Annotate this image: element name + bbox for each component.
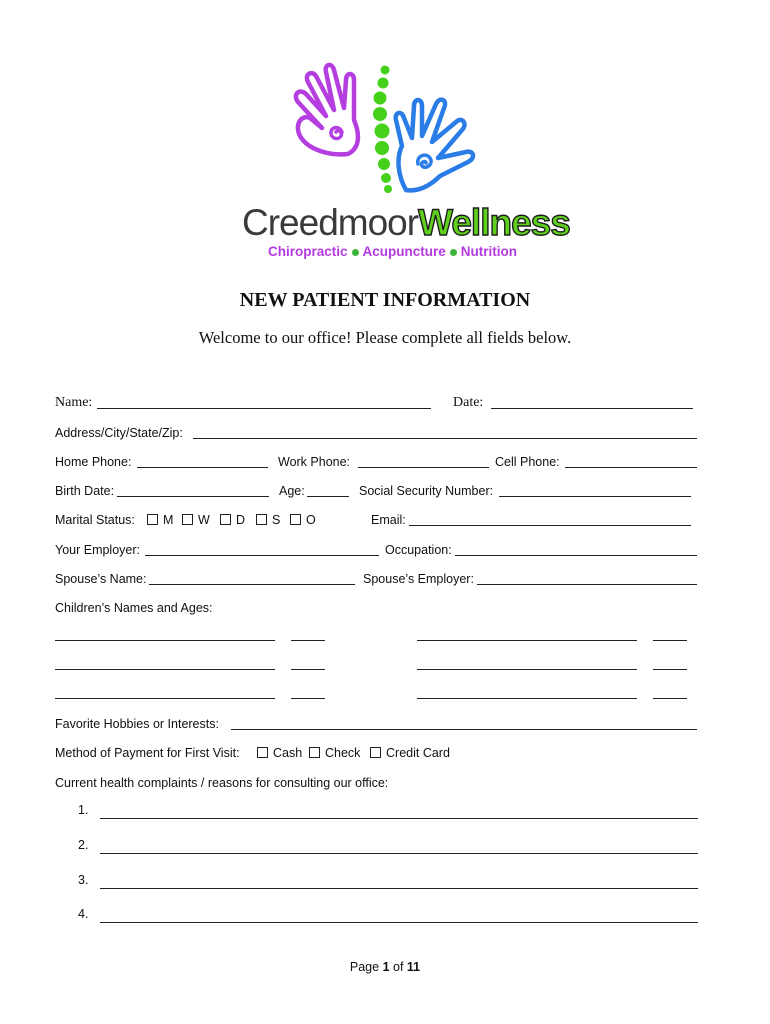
payment-option-cash[interactable]: Cash (257, 744, 302, 762)
occupation-label: Occupation: (385, 543, 452, 557)
marital-option-o[interactable]: O (290, 511, 316, 529)
email-blank[interactable] (409, 511, 691, 526)
marital-email-row (55, 511, 705, 531)
footer-of: of (389, 960, 407, 974)
footer-prefix: Page (349, 960, 383, 974)
checkbox-icon[interactable] (147, 514, 158, 525)
marital-status-label: Marital Status: (55, 513, 135, 527)
child-age-blank[interactable] (291, 684, 325, 699)
complaints-row (55, 774, 705, 794)
child-name-blank[interactable] (417, 626, 637, 641)
complaint-blank-3[interactable] (100, 874, 698, 889)
phones-row (55, 453, 705, 473)
checkbox-icon[interactable] (257, 747, 268, 758)
employer-blank[interactable] (145, 541, 379, 556)
child-age-blank[interactable] (291, 626, 325, 641)
checkbox-icon[interactable] (370, 747, 381, 758)
date-label: Date: (453, 395, 484, 410)
name-label: Name: (55, 395, 93, 410)
marital-option-s[interactable]: S (256, 511, 280, 529)
bullet-dot-icon (450, 249, 457, 256)
spouse-employer-blank[interactable] (477, 570, 697, 585)
children-blanks-row-2 (55, 655, 705, 675)
spine-dots-icon (373, 66, 392, 194)
payment-label: Method of Payment for First Visit: (55, 746, 240, 760)
page-subtitle: Welcome to our office! Please complete all fields below. (198, 328, 572, 347)
complaint-number-3: 3. (78, 873, 89, 887)
cell-phone-label: Cell Phone: (495, 455, 560, 469)
checkbox-icon[interactable] (309, 747, 320, 758)
marital-option-w[interactable]: W (182, 511, 210, 529)
spouse-name-label: Spouse’s Name: (55, 572, 147, 586)
bullet-dot-icon (352, 249, 359, 256)
payment-option-credit-card[interactable]: Credit Card (370, 744, 450, 762)
page-footer (0, 960, 770, 974)
hobbies-row (55, 715, 705, 735)
birth-age-ssn-row (55, 482, 705, 502)
complaint-number-4: 4. (78, 907, 89, 921)
date-blank[interactable] (491, 394, 693, 409)
purple-hand-icon (296, 65, 358, 154)
creedmoor-wellness-logo (230, 58, 570, 268)
payment-option-check[interactable]: Check (309, 744, 360, 762)
child-age-blank[interactable] (653, 684, 687, 699)
child-age-blank[interactable] (291, 655, 325, 670)
blue-hand-icon (396, 100, 473, 191)
checkbox-icon[interactable] (220, 514, 231, 525)
employer-label: Your Employer: (55, 543, 140, 557)
checkbox-icon[interactable] (182, 514, 193, 525)
brand-second: Wellness (418, 202, 570, 243)
address-label: Address/City/State/Zip: (55, 426, 183, 440)
child-name-blank[interactable] (55, 655, 275, 670)
child-name-blank[interactable] (55, 684, 275, 699)
complaint-blank-4[interactable] (100, 908, 698, 923)
checkbox-icon[interactable] (256, 514, 267, 525)
birth-date-label: Birth Date: (55, 484, 115, 498)
children-label: Children’s Names and Ages: (55, 601, 213, 615)
email-label: Email: (371, 513, 406, 527)
complaint-number-2: 2. (78, 838, 89, 852)
children-row (55, 599, 705, 619)
address-row (55, 424, 705, 444)
child-age-blank[interactable] (653, 655, 687, 670)
work-phone-label: Work Phone: (278, 455, 351, 469)
tagline-acupuncture: Acupuncture (362, 244, 446, 259)
footer-page-number: 1 (382, 960, 390, 974)
address-blank[interactable] (193, 424, 697, 439)
brand-first: Creedmoor (242, 202, 419, 243)
name-date-row (55, 394, 705, 414)
footer-page-total: 11 (406, 960, 421, 974)
ssn-label: Social Security Number: (359, 484, 494, 498)
children-blanks-row-1 (55, 626, 705, 646)
page-title: NEW PATIENT INFORMATION (239, 289, 531, 311)
checkbox-icon[interactable] (290, 514, 301, 525)
child-name-blank[interactable] (417, 655, 637, 670)
work-phone-blank[interactable] (358, 453, 489, 468)
hands-spine-icon (230, 58, 540, 208)
cell-phone-blank[interactable] (565, 453, 697, 468)
home-phone-blank[interactable] (137, 453, 268, 468)
complaints-label: Current health complaints / reasons for consulting our office: (55, 776, 389, 790)
child-age-blank[interactable] (653, 626, 687, 641)
children-blanks-row-3 (55, 684, 705, 704)
complaint-number-1: 1. (78, 803, 89, 817)
hobbies-blank[interactable] (231, 715, 697, 730)
spouse-employer-label: Spouse’s Employer: (363, 572, 474, 586)
tagline-chiropractic: Chiropractic (268, 244, 348, 259)
payment-row (55, 744, 705, 764)
name-blank[interactable] (97, 394, 431, 409)
tagline-nutrition: Nutrition (460, 244, 518, 259)
ssn-blank[interactable] (499, 482, 691, 497)
home-phone-label: Home Phone: (55, 455, 132, 469)
marital-option-m[interactable]: M (147, 511, 173, 529)
occupation-blank[interactable] (455, 541, 697, 556)
brand-tagline (268, 244, 517, 259)
spouse-row (55, 570, 705, 590)
child-name-blank[interactable] (417, 684, 637, 699)
marital-option-d[interactable]: D (220, 511, 245, 529)
age-label: Age: (279, 484, 305, 498)
birth-date-blank[interactable] (117, 482, 269, 497)
complaint-blank-2[interactable] (100, 839, 698, 854)
hobbies-label: Favorite Hobbies or Interests: (55, 717, 219, 731)
employer-occupation-row (55, 541, 705, 561)
age-blank[interactable] (307, 482, 349, 497)
complaint-blank-1[interactable] (100, 804, 698, 819)
child-name-blank[interactable] (55, 626, 275, 641)
spouse-name-blank[interactable] (149, 570, 355, 585)
brand-name (242, 204, 570, 241)
